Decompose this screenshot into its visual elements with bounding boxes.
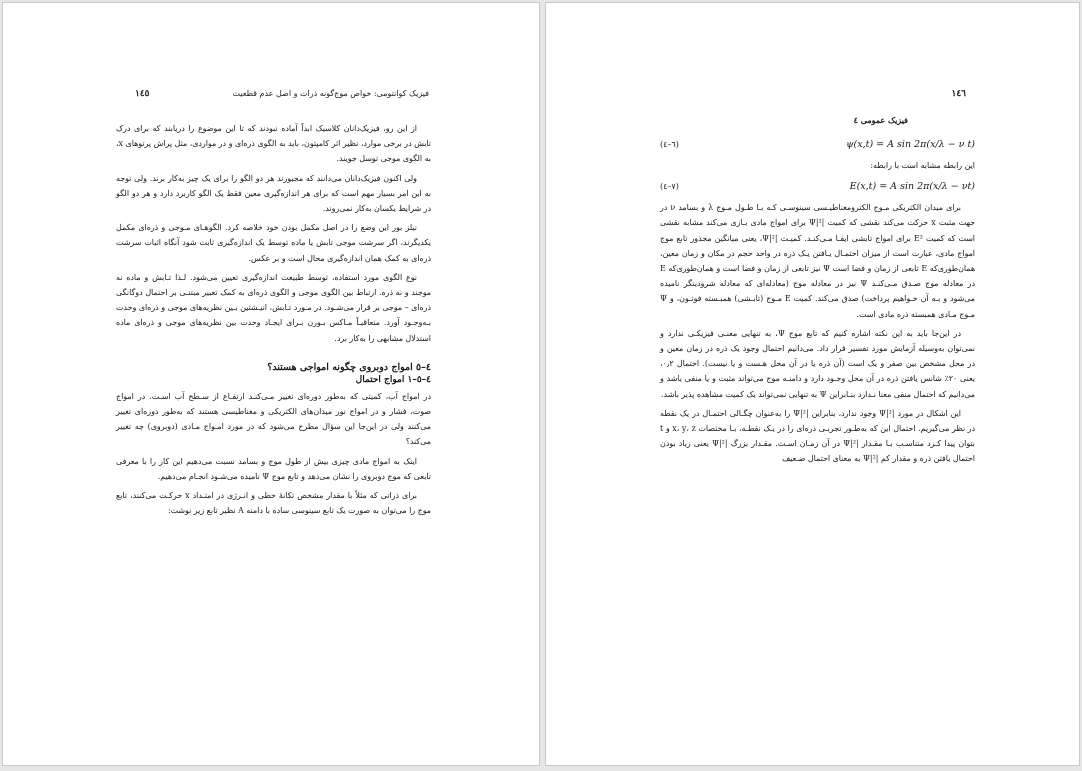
right-text-column: [660, 131, 975, 471]
paragraph: نیلز بور این وضع را در اصل مکمل بودن خود خلاصه کرد. الگوهـای مـوجی و ذره‌ای مکمل یکدیگرند، اگر سرشت موجی تابش یا ماده توسط یک اندازه‌گیری ثابت شود آنگاه اثبات سرشت ذره‌ای به کمک همان اندازه‌گیری محال است و بر عکس.: [116, 223, 431, 263]
equation: [660, 181, 975, 192]
subsection-heading: ٤–٥–١ امواج احتمال: [355, 374, 431, 385]
equation-number: (٦–٤): [660, 140, 679, 149]
equation-formula: ψ(x,t) = A sin 2π(x/λ − ν t): [846, 139, 975, 150]
paragraph: این اشکال در مورد |Ψ|² وجود ندارد، بنابراین |Ψ|² را به‌عنوان چگـالی احتمـال در یک نقطه در نظر می‌گیریم. احتمال این که به‌طـور تجربـی ذره‌ای را در یـک نقطـه، بـا مختصات x، y، z و t بتوان پیدا کـرد متناسـب بـا مقـدار |Ψ|² در آن زمـان اسـت. مقـدار بزرگ |Ψ|² یعنی زیاد بودن احتمال یافتن ذره و مقدار کم |Ψ|² به معنای احتمال ضـعیف: [660, 408, 975, 464]
paragraph: از این رو، فیزیک‌دانان کلاسیک ابداً آماده نبودند که تا این موضوع را دریابند که برای درک تابش در برخی موارد، نظیر اثر کامپتون، باید به الگوی ذره‌ای و در مواردی، مثل پراش پرتوهای x، به الگوی موجی توسل جویند.: [116, 124, 431, 164]
equation-number: (٧–٤): [660, 182, 679, 192]
section-heading: ٤–٥ امواج دوبروی چگونه امواجی هستند؟: [267, 361, 431, 373]
left-page: [2, 2, 540, 766]
page-number: ١٤٥: [135, 89, 150, 99]
chapter-label: فیزیک عمومی ٤: [853, 115, 908, 125]
page-number: ١٤٦: [951, 89, 966, 99]
left-page-header: [135, 89, 429, 99]
left-text-column: [116, 121, 431, 522]
running-title: فیزیک کوانتومی: خواص موج‌گونه ذرات و اصل عدم قطعیت: [232, 89, 429, 98]
paragraph: اینک به امواج مادی چیزی بیش از طول موج و بسامد نسبت می‌دهیم این کار را با معرفی تابعی که موج دوبروی را نشان می‌دهد و تابع موج Ψ نامیده می‌شـود انجـام می‌دهیم.: [116, 456, 431, 481]
paragraph: در امواج آب، کمیتی که به‌طور دوره‌ای تغییر مـی‌کنـد ارتفـاع از سـطح آب اسـت. در امواج صوت، فشار و در امواج نور میدان‌های الکتریکی و مغناطیسی هستند که به‌طور دوره‌ای تغییر می‌کنند ولی در این‌جا این سؤال مطرح می‌شود که در مورد امـواج مـادی (دوبروی) چه تغییر می‌کند؟: [116, 391, 431, 447]
right-page: [545, 2, 1080, 766]
equation-formula: E(x,t) = A sin 2π(x/λ − νt): [849, 181, 975, 193]
paragraph: برای ذراتی که مثلاً با مقدار مشخص تکانهٔ خطی و انـرژی در امتـداد x حرکـت می‌کنند، تابع موج را می‌توان به صورت یک تابع سینوسی ساده با دامنه A نظیر تابع زیر نوشت:: [116, 491, 431, 516]
paragraph: در این‌جا باید به این نکته اشاره کنیم که تابع موج Ψ، به تنهایی معنـی فیزیکـی ندارد و نمی‌توان به‌وسیله آزمایش مورد تفسیر قرار داد. می‌دانیم احتمال وجود یک ذره در زمان معین و در محل مشخص بین صفر و یک است (آن ذره یا در آن محل هـست و یا نیست). احتمال ٠٫٢، یعنی ٢٠٪ شانس یافتن ذره در آن محل وجـود دارد و دامنـه موج می‌تواند مثبت و یا منفی باشد و می‌دانیم که احتمال منفی معنا نـدارد بنـابراین Ψ به تنهایی نمی‌تواند یک کمیت مشاهده پذیر باشد.: [660, 328, 975, 399]
paragraph: نوع الگوی مورد استفاده، توسط طبیعت اندازه‌گیری تعیین می‌شود. لـذا تـابش و ماده نه موجند و نه ذره. ارتباط بین الگوی موجی و الگوی ذره‌ای به کمک تعبیر مبتنـی بر احتمال دوگانگی ذره‌ای – موجی بر قرار می‌شـود. در مـورد تـابش، انیـشتین بـین نظریه‌های موجی و ذره‌ای وحدت بـه‌وجـود آورد. متعاقبـاً مـاکس بـورن بـرای ایجـاد وحدت بین نظریه‌های موجی و ذره‌ای ماده استدلال مشابهی را به‌کار برد.: [116, 272, 431, 343]
paragraph: برای میدان الکتریکی مـوج الکترومغناطیـسی سینوسـی کـه بـا طـول مـوج λ و بسامد ν در جهت مثبت x حرکت می‌کند نقشی که کمیت |Ψ|² برای امواج مادی بـازی می‌کند مشابه نقشی است که کمیت E² برای امواج تابشی ایفـا مـی‌کنـد. کمیـت |Ψ|²، یعنی میانگین مجذور تابع موج امواج مادی، عبارت است از میزان احتمـال یـافتن یـک ذره در واحد حجم در مکان و زمان معین، همان‌طوری‌که E تابعی از زمان و فضا است Ψ نیز تابعی از زمان و فضا است و همان‌طوری‌که E در معادله موج صـدق مـی‌کنـد Ψ نیز در معادله موج (معادله‌ای که معادله شرودینگر نامیده می‌شود و بـه آن خـواهیم پرداخت) صدق می‌کند. کمیت E مـوج (تابـشی) همبـسته فوتـون، و Ψ مـوج مـادی همبسته ذره مادی است.: [660, 203, 976, 319]
paragraph: این رابطه مشابه است با رابطه:: [870, 161, 975, 170]
equation: [660, 139, 975, 150]
paragraph: ولی اکنون فیزیک‌دانان می‌دانند که مجبورند هر دو الگو را برای یک چیز به‌کار برند. ولی توجه به این امر بسیار مهم است که برای هر اندازه‌گیری معین فقط یک الگو کاربرد دارد و هر دو الگو در شرایط یکسان به‌کار نمی‌روند.: [116, 173, 431, 214]
